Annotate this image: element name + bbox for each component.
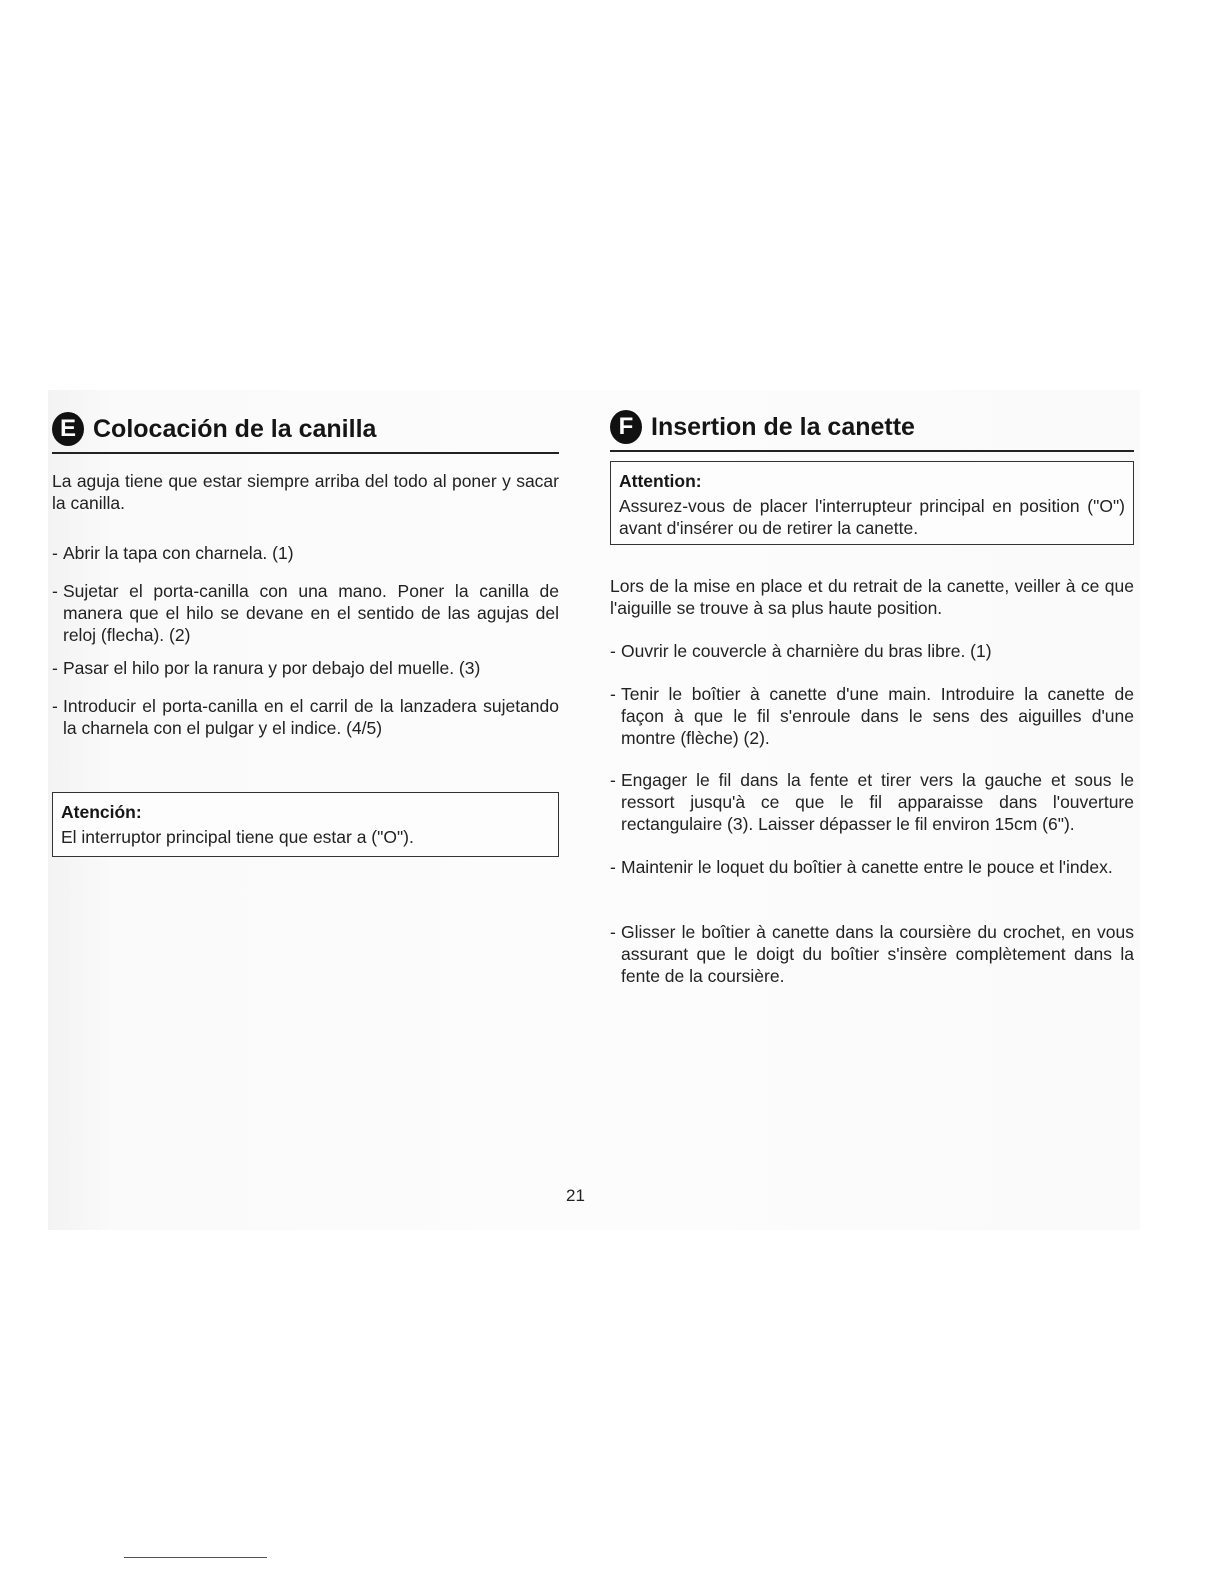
step-dash: - (52, 658, 58, 678)
section-title-es: Colocación de la canilla (93, 415, 377, 443)
step-dash: - (52, 696, 58, 716)
step-item-fr (610, 856, 1134, 878)
step-text: Ouvrir le couvercle à charnière du bras libre. (1) (621, 641, 992, 661)
attention-title-es: Atención: (61, 802, 142, 822)
attention-box-es (52, 792, 559, 857)
step-item-es (52, 657, 559, 679)
step-text: Sujetar el porta-canilla con una mano. Poner la canilla de manera que el hilo se devane en el sentido de las agujas del reloj (flecha). (2) (63, 581, 559, 645)
step-dash: - (52, 543, 58, 563)
page-number: 21 (566, 1186, 585, 1205)
attention-title-fr: Attention: (619, 471, 702, 491)
attention-text-es: El interruptor principal tiene que estar a ("O"). (61, 827, 414, 847)
step-dash: - (52, 581, 58, 601)
step-text: Pasar el hilo por la ranura y por debajo del muelle. (3) (63, 658, 481, 678)
step-dash: - (610, 857, 616, 877)
step-item-es (52, 542, 559, 564)
step-item-fr (610, 769, 1134, 835)
step-dash: - (610, 641, 616, 661)
step-dash: - (610, 922, 616, 942)
section-heading-fr (610, 410, 1134, 452)
step-dash: - (610, 770, 616, 790)
step-item-fr (610, 683, 1134, 749)
language-badge-fr: F (610, 410, 642, 444)
intro-paragraph-fr: Lors de la mise en place et du retrait de la canette, veiller à ce que l'aiguille se trouve à sa plus haute position. (610, 576, 1134, 618)
section-heading-es (52, 412, 559, 454)
attention-text-fr: Assurez-vous de placer l'interrupteur principal en position ("O") avant d'insérer ou de retirer la canette. (619, 496, 1125, 538)
step-dash: - (610, 684, 616, 704)
step-item-fr (610, 921, 1134, 987)
step-item-es (52, 695, 559, 739)
step-text: Engager le fil dans la fente et tirer vers la gauche et sous le ressort jusqu'à ce que le fil apparaisse dans l'ouverture rectangulaire (3). Laisser dépasser le fil environ 15cm (6"). (621, 770, 1134, 834)
step-item-fr (610, 640, 1134, 662)
section-title-fr: Insertion de la canette (651, 413, 915, 441)
attention-box-fr (610, 461, 1134, 545)
step-text: Maintenir le loquet du boîtier à canette entre le pouce et l'index. (621, 857, 1113, 877)
step-text: Glisser le boîtier à canette dans la coursière du crochet, en vous assurant que le doigt du boîtier s'insère complètement dans la fente de la coursière. (621, 922, 1134, 986)
step-item-es (52, 580, 559, 646)
step-text: Abrir la tapa con charnela. (1) (63, 543, 294, 563)
language-badge-es: E (52, 412, 84, 446)
step-text: Introducir el porta-canilla en el carril de la lanzadera sujetando la charnela con el pulgar y el indice. (4/5) (63, 696, 559, 738)
footer-rule (124, 1557, 267, 1558)
step-text: Tenir le boîtier à canette d'une main. Introduire la canette de façon à que le fil s'enroule dans le sens des aiguilles d'une montre (flèche) (2). (621, 684, 1134, 748)
intro-paragraph-es: La aguja tiene que estar siempre arriba del todo al poner y sacar la canilla. (52, 471, 559, 513)
